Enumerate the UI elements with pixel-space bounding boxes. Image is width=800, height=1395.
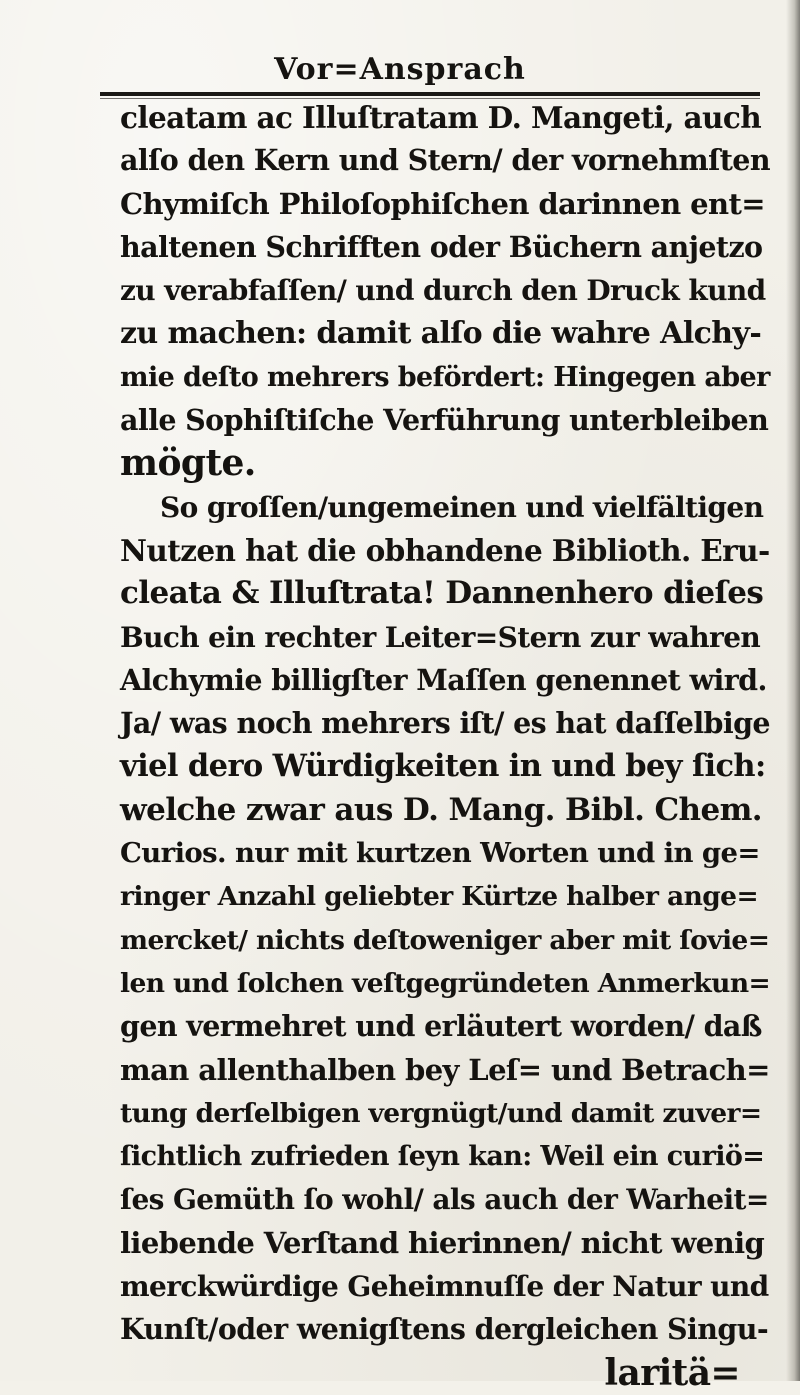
text-line: Buch ein rechter Leiter=Stern zur wahren	[120, 620, 761, 654]
text-line: ringer Anzahl geliebter Kürtze halber ange=	[120, 881, 759, 913]
text-line: zu machen: damit alſo die wahre Alchy-	[120, 316, 762, 352]
text-line: viel dero Würdigkeiten in und bey ſich:	[120, 748, 766, 785]
paragraph-first-line: So groſſen/ungemeinen und vielfältigen	[160, 490, 764, 524]
text-line: liebende Verſtand hierinnen/ nicht wenig	[120, 1225, 765, 1260]
text-line: cleatam ac Illuſtratam D. Mangeti, auch	[120, 100, 762, 135]
text-line: mögte.	[120, 442, 256, 485]
text-line: ſichtlich zufrieden ſeyn kan: Weil ein curiö=	[120, 1141, 765, 1173]
text-line: mie deſto mehrers befördert: Hingegen aber	[120, 361, 770, 393]
text-line: tung derſelbigen vergnügt/und damit zuver=	[120, 1097, 762, 1129]
catchword: laritä=	[604, 1351, 740, 1394]
text-line: zu verabfaſſen/ und durch den Druck kund	[120, 274, 766, 308]
text-line: alſo den Kern und Stern/ der vornehmſten	[120, 143, 770, 178]
text-line: Curios. nur mit kurtzen Worten und in ge=	[120, 837, 760, 870]
text-line: Chymiſch Philoſophiſchen darinnen ent=	[120, 186, 765, 221]
text-line: Nutzen hat die obhandene Biblioth. Eru-	[120, 532, 770, 568]
text-line: man allenthalben bey Leſ= und Betrach=	[120, 1052, 770, 1087]
text-line: alle Sophiſtiſche Verführung unterbleiben	[120, 403, 769, 438]
text-line: haltenen Schrifften oder Büchern anjetzo	[120, 229, 763, 264]
text-line: gen vermehret und erläutert worden/ daß	[120, 1009, 762, 1044]
text-line: merckwürdige Geheimnuſſe der Natur und	[120, 1270, 769, 1304]
text-line: welche zwar aus D. Mang. Bibl. Chem.	[120, 791, 762, 828]
text-line: Ja/ was noch mehrers iſt/ es hat daſſelbige	[120, 706, 770, 741]
text-line: len und ſolchen veſtgegründeten Anmerkun=	[120, 967, 771, 999]
text-line: cleata & Illuſtrata! Dannenhero dieſes	[120, 575, 764, 612]
text-line: ſes Gemüth ſo wohl/ als auch der Warheit=	[120, 1183, 769, 1217]
text-line: Kunſt/oder wenigſtens dergleichen Singu-	[120, 1312, 769, 1347]
body-text	[120, 96, 770, 1395]
page-edge-shadow	[786, 0, 800, 1381]
text-line: Alchymie billigſter Maſſen genennet wird.	[120, 662, 767, 697]
running-header: Vor=Ansprach	[274, 52, 526, 87]
text-line: mercket/ nichts deſtoweniger aber mit ſovie=	[120, 924, 770, 956]
